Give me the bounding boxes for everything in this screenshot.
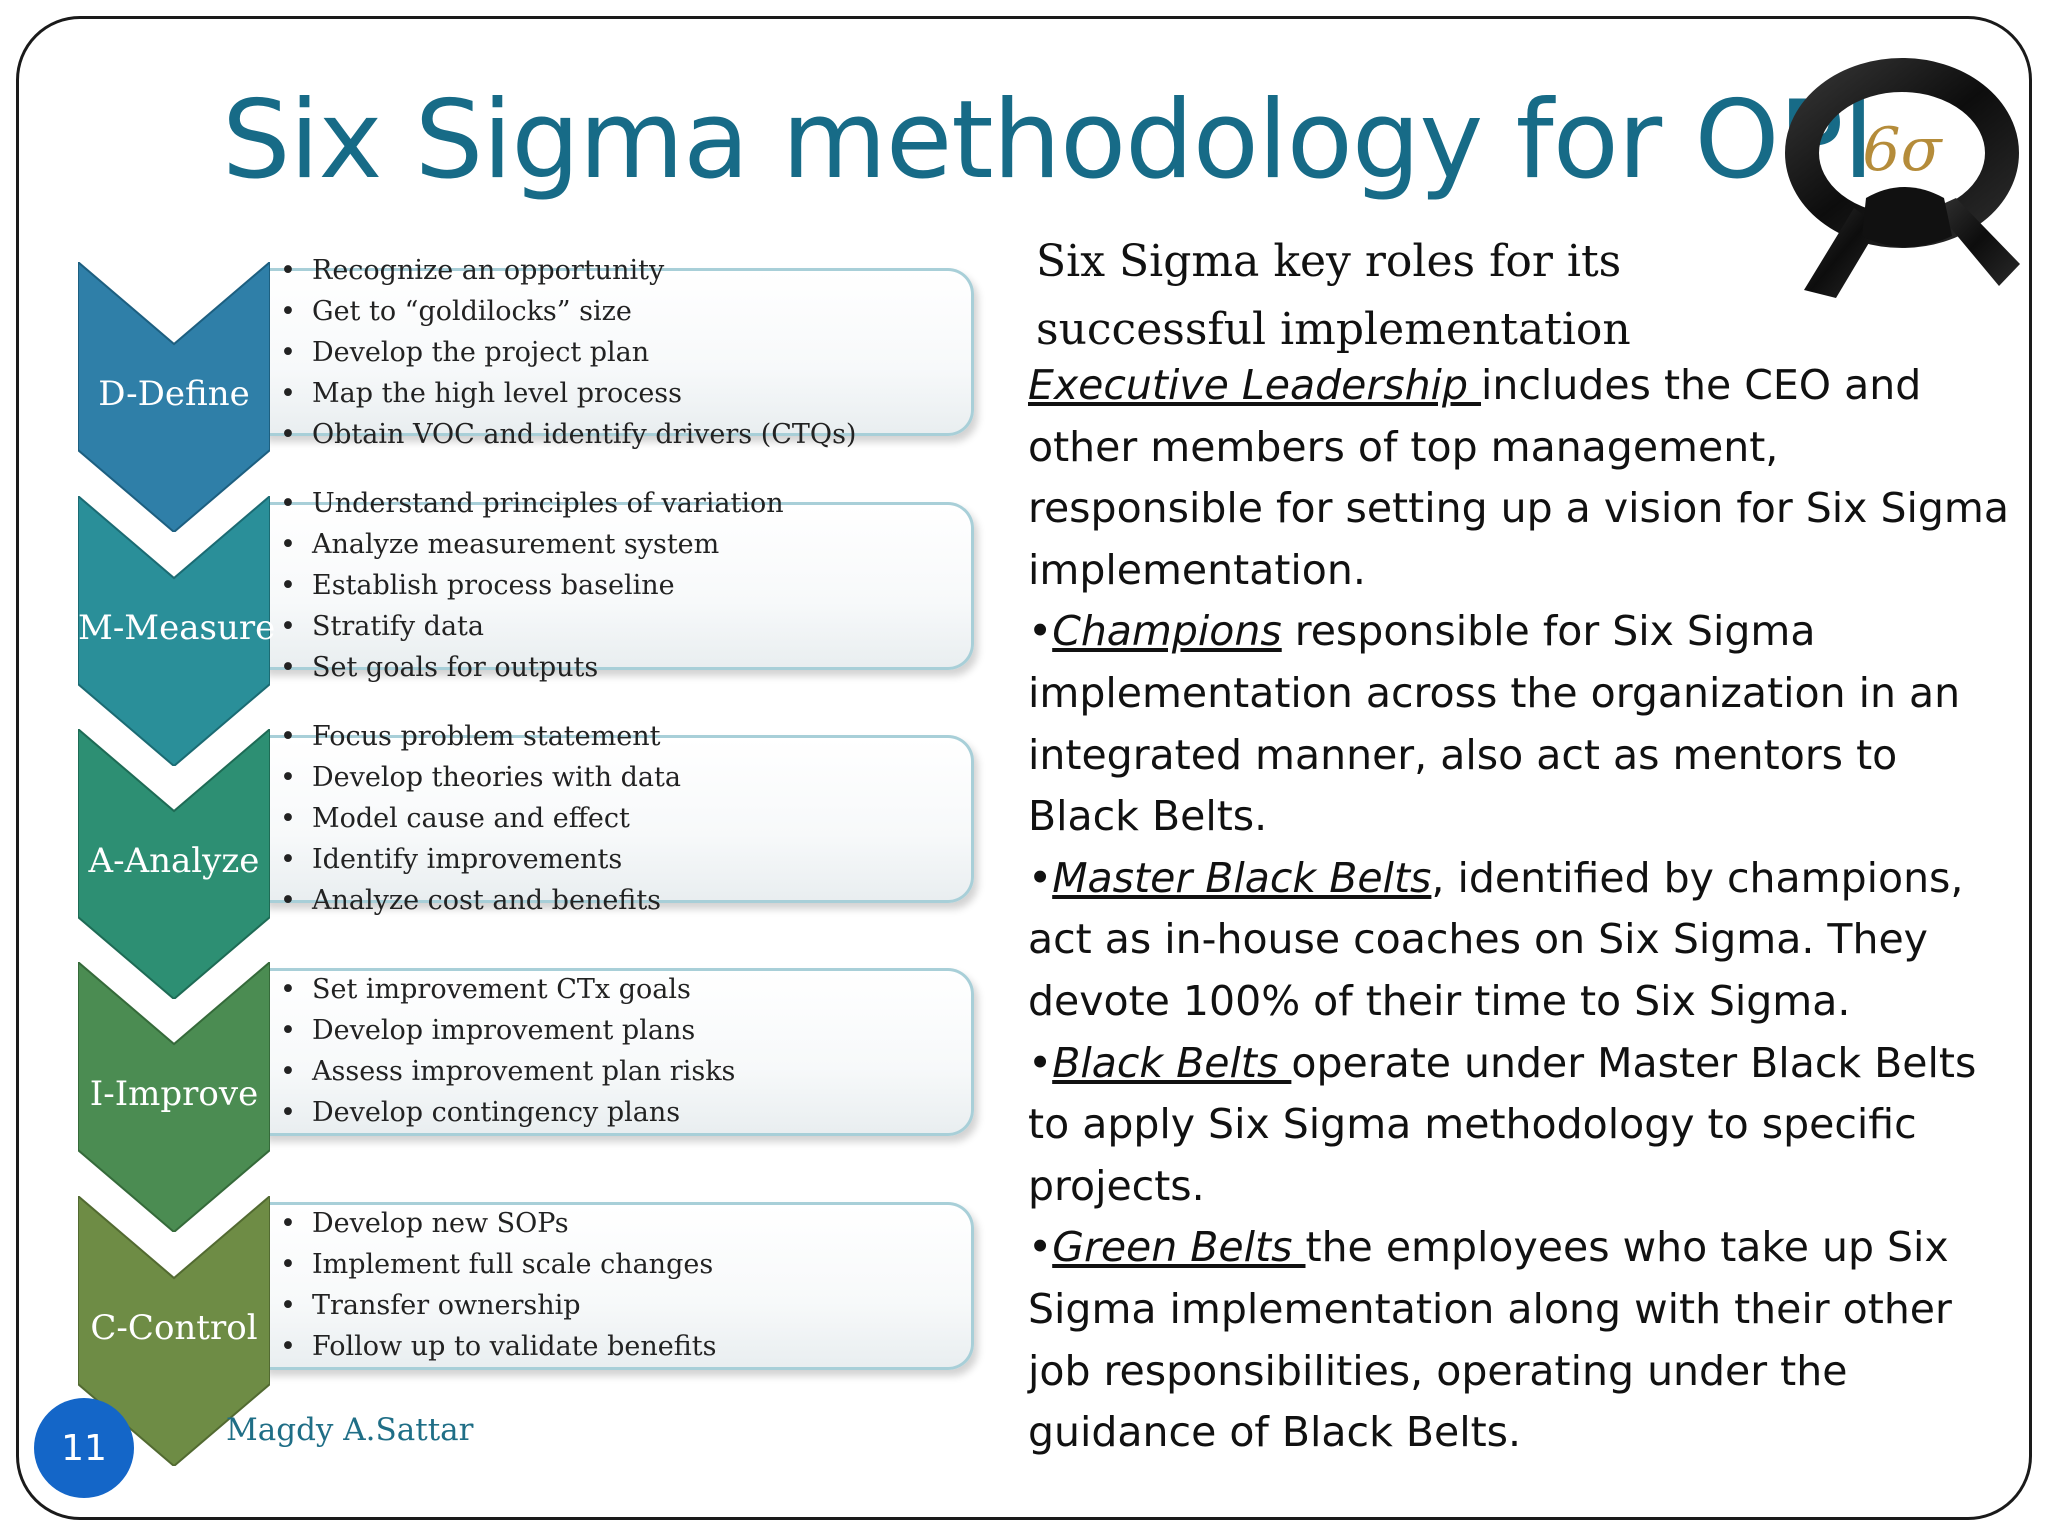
list-item: • Set improvement CTx goals xyxy=(280,974,691,1005)
list-item: • Develop the project plan xyxy=(280,337,650,368)
list-item: • Implement full scale changes xyxy=(280,1249,714,1280)
list-item: • Transfer ownership xyxy=(280,1290,581,1321)
define-bullet-list xyxy=(280,250,856,455)
roles-heading: Six Sigma key roles for its successful implementation xyxy=(1036,236,1631,355)
list-item: • Obtain VOC and identify drivers (CTQs) xyxy=(280,419,857,450)
phase-label-define: D-Define xyxy=(98,374,250,414)
improve-bullet-list xyxy=(280,969,735,1133)
list-item: • Analyze cost and benefits xyxy=(280,885,662,916)
roles-body xyxy=(1028,355,2018,1464)
list-item: • Assess improvement plan risks xyxy=(280,1056,736,1087)
phase-label-analyze: A-Analyze xyxy=(88,841,260,881)
phase-label-improve: I-Improve xyxy=(89,1074,259,1114)
measure-bullet-list xyxy=(280,483,784,688)
list-item: • Identify improvements xyxy=(280,844,623,875)
list-item: • Get to “goldilocks” size xyxy=(280,296,632,327)
role-black-belts: •Black Belts operate under Master Black Belts to apply Six Sigma methodology to specific projects. xyxy=(1028,1038,1977,1210)
control-bullet-list xyxy=(280,1203,716,1367)
list-item: • Set goals for outputs xyxy=(280,652,599,683)
list-item: • Model cause and effect xyxy=(280,803,630,834)
list-item: • Develop improvement plans xyxy=(280,1015,696,1046)
list-item: • Develop theories with data xyxy=(280,762,681,793)
author-credit: Magdy A.Sattar xyxy=(226,1412,474,1448)
role-master-black-belts: •Master Black Belts, identified by champions, act as in-house coaches on Six Sigma. They devote 100% of their time to Six Sigma. xyxy=(1028,853,1964,1025)
list-item: • Map the high level process xyxy=(280,378,683,409)
role-executive-leadership: Executive Leadership includes the CEO and other members of top management, responsible for setting up a vision for Six Sigma implementation. xyxy=(1028,361,2009,594)
list-item: • Understand principles of variation xyxy=(280,488,784,519)
list-item: • Develop contingency plans xyxy=(280,1097,681,1128)
role-champions: •Champions responsible for Six Sigma implementation across the organization in an integrated manner, also act as mentors to Black Belts. xyxy=(1028,607,1961,841)
list-item: • Analyze measurement system xyxy=(280,529,720,560)
list-item: • Develop new SOPs xyxy=(280,1208,569,1239)
list-item: • Focus problem statement xyxy=(280,721,661,752)
list-item: • Establish process baseline xyxy=(280,570,675,601)
sigma-mark: 6σ xyxy=(1862,115,1942,185)
phase-label-measure: M-Measure xyxy=(78,608,276,648)
slide-title: Six Sigma methodology for OPI xyxy=(222,78,1874,203)
page-number-badge: 11 xyxy=(34,1398,134,1498)
list-item: • Recognize an opportunity xyxy=(280,255,665,286)
list-item: • Follow up to validate benefits xyxy=(280,1331,717,1362)
black-belt-logo xyxy=(1784,58,2029,308)
analyze-bullet-list xyxy=(280,716,681,921)
role-green-belts: •Green Belts the employees who take up Six Sigma implementation along with their other job responsibilities, operating under the guidance of Black Belts. xyxy=(1028,1223,1952,1457)
phase-label-control: C-Control xyxy=(90,1308,258,1348)
list-item: • Stratify data xyxy=(280,611,484,642)
